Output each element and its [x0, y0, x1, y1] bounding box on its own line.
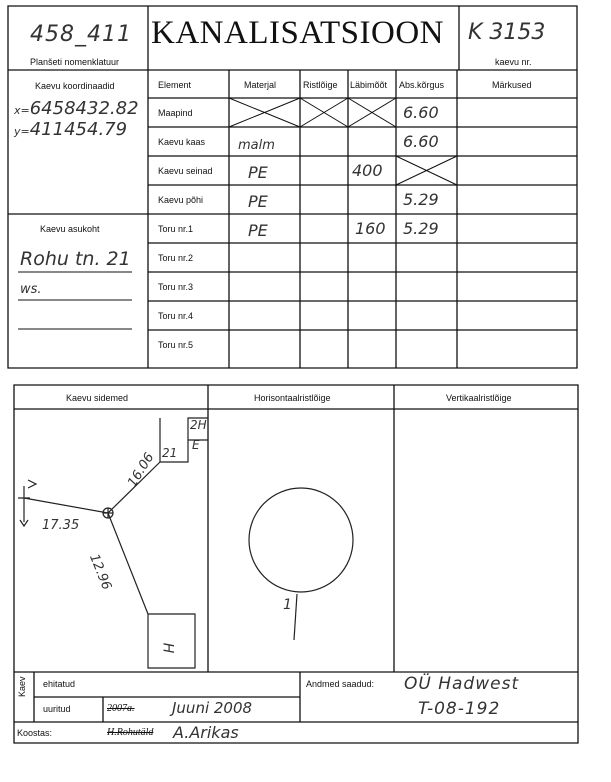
col-header-notes: Märkused — [492, 80, 532, 90]
sketch-distance-upper: 16.06 — [125, 450, 158, 490]
row-element: Toru nr.4 — [158, 310, 194, 321]
section-horizontal-header: Horisontaalristlõige — [254, 393, 331, 403]
cell-material: PE — [248, 192, 268, 211]
row-element: Toru nr.3 — [158, 281, 194, 292]
cell-elevation: 6.60 — [403, 132, 439, 151]
row-element: Toru nr.2 — [158, 252, 194, 263]
col-header-elevation: Abs.kõrgus — [399, 80, 445, 90]
location-note: ws. — [20, 282, 42, 297]
footer-kaev-label: Kaev — [17, 676, 27, 697]
footer-built-label: ehitatud — [43, 679, 76, 689]
page-title: KANALISATSIOON — [151, 15, 444, 51]
cell-elevation: 5.29 — [403, 190, 439, 209]
sketch-distance-left: 17.35 — [42, 518, 80, 533]
location-address: Rohu tn. 21 — [20, 248, 131, 270]
row-element: Kaevu seinad — [158, 165, 213, 176]
row-element: Kaevu põhi — [158, 194, 204, 205]
sheet-code: 458_411 — [30, 22, 132, 47]
sketch-distance-lower: 12.96 — [86, 552, 114, 593]
footer-surveyed-new: Juuni 2008 — [172, 699, 253, 717]
col-header-element: Element — [158, 80, 192, 90]
section-vertical-header: Vertikaalristlõige — [446, 393, 512, 403]
well-number: K 3153 — [468, 20, 546, 45]
footer-data-from-label: Andmed saadud: — [306, 679, 375, 689]
pipe-mark: 1 — [283, 597, 292, 613]
coordinates-label: Kaevu koordinaadid — [35, 81, 115, 91]
footer-compiled-label: Koostas: — [17, 728, 53, 738]
footer-surveyed-label: uuritud — [43, 704, 71, 714]
row-element: Kaevu kaas — [158, 136, 206, 147]
footer-compiled-old: H.Rohutäld — [107, 727, 154, 738]
sheet-label: Planšeti nomenklatuur — [30, 57, 120, 67]
cell-material: malm — [238, 138, 275, 153]
well-ties-sketch — [18, 418, 353, 668]
sketch-label-e: E — [192, 438, 200, 452]
row-element: Toru nr.1 — [158, 223, 194, 234]
footer-surveyed-old: 2007a. — [107, 703, 135, 714]
cell-material: PE — [248, 221, 268, 240]
cell-diameter: 400 — [352, 161, 383, 180]
cell-material: PE — [248, 163, 268, 182]
cell-elevation: 5.29 — [403, 219, 439, 238]
sketch-label-21: 21 — [162, 446, 178, 460]
footer-data-from-code: T-08-192 — [418, 699, 501, 719]
footer-data-from-company: OÜ Hadwest — [404, 674, 520, 694]
cell-elevation: 6.60 — [403, 103, 439, 122]
col-header-diameter: Läbimõõt — [350, 80, 388, 90]
row-element: Maapind — [158, 107, 193, 118]
cell-diameter: 160 — [355, 219, 386, 238]
footer-compiled-new: A.Arikas — [173, 723, 239, 742]
sketch-label-2h: 2H — [190, 418, 207, 432]
sketch-label-h: H — [159, 642, 176, 654]
col-header-cross-section: Ristlõige — [303, 80, 338, 90]
row-element: Toru nr.5 — [158, 339, 194, 350]
location-label: Kaevu asukoht — [40, 224, 100, 234]
coordinate-x: x=6458432.82 — [14, 98, 139, 119]
well-number-label: kaevu nr. — [495, 57, 532, 67]
section-ties-header: Kaevu sidemed — [66, 393, 129, 403]
coordinate-y: y=411454.79 — [14, 119, 128, 140]
col-header-material: Materjal — [244, 80, 277, 90]
